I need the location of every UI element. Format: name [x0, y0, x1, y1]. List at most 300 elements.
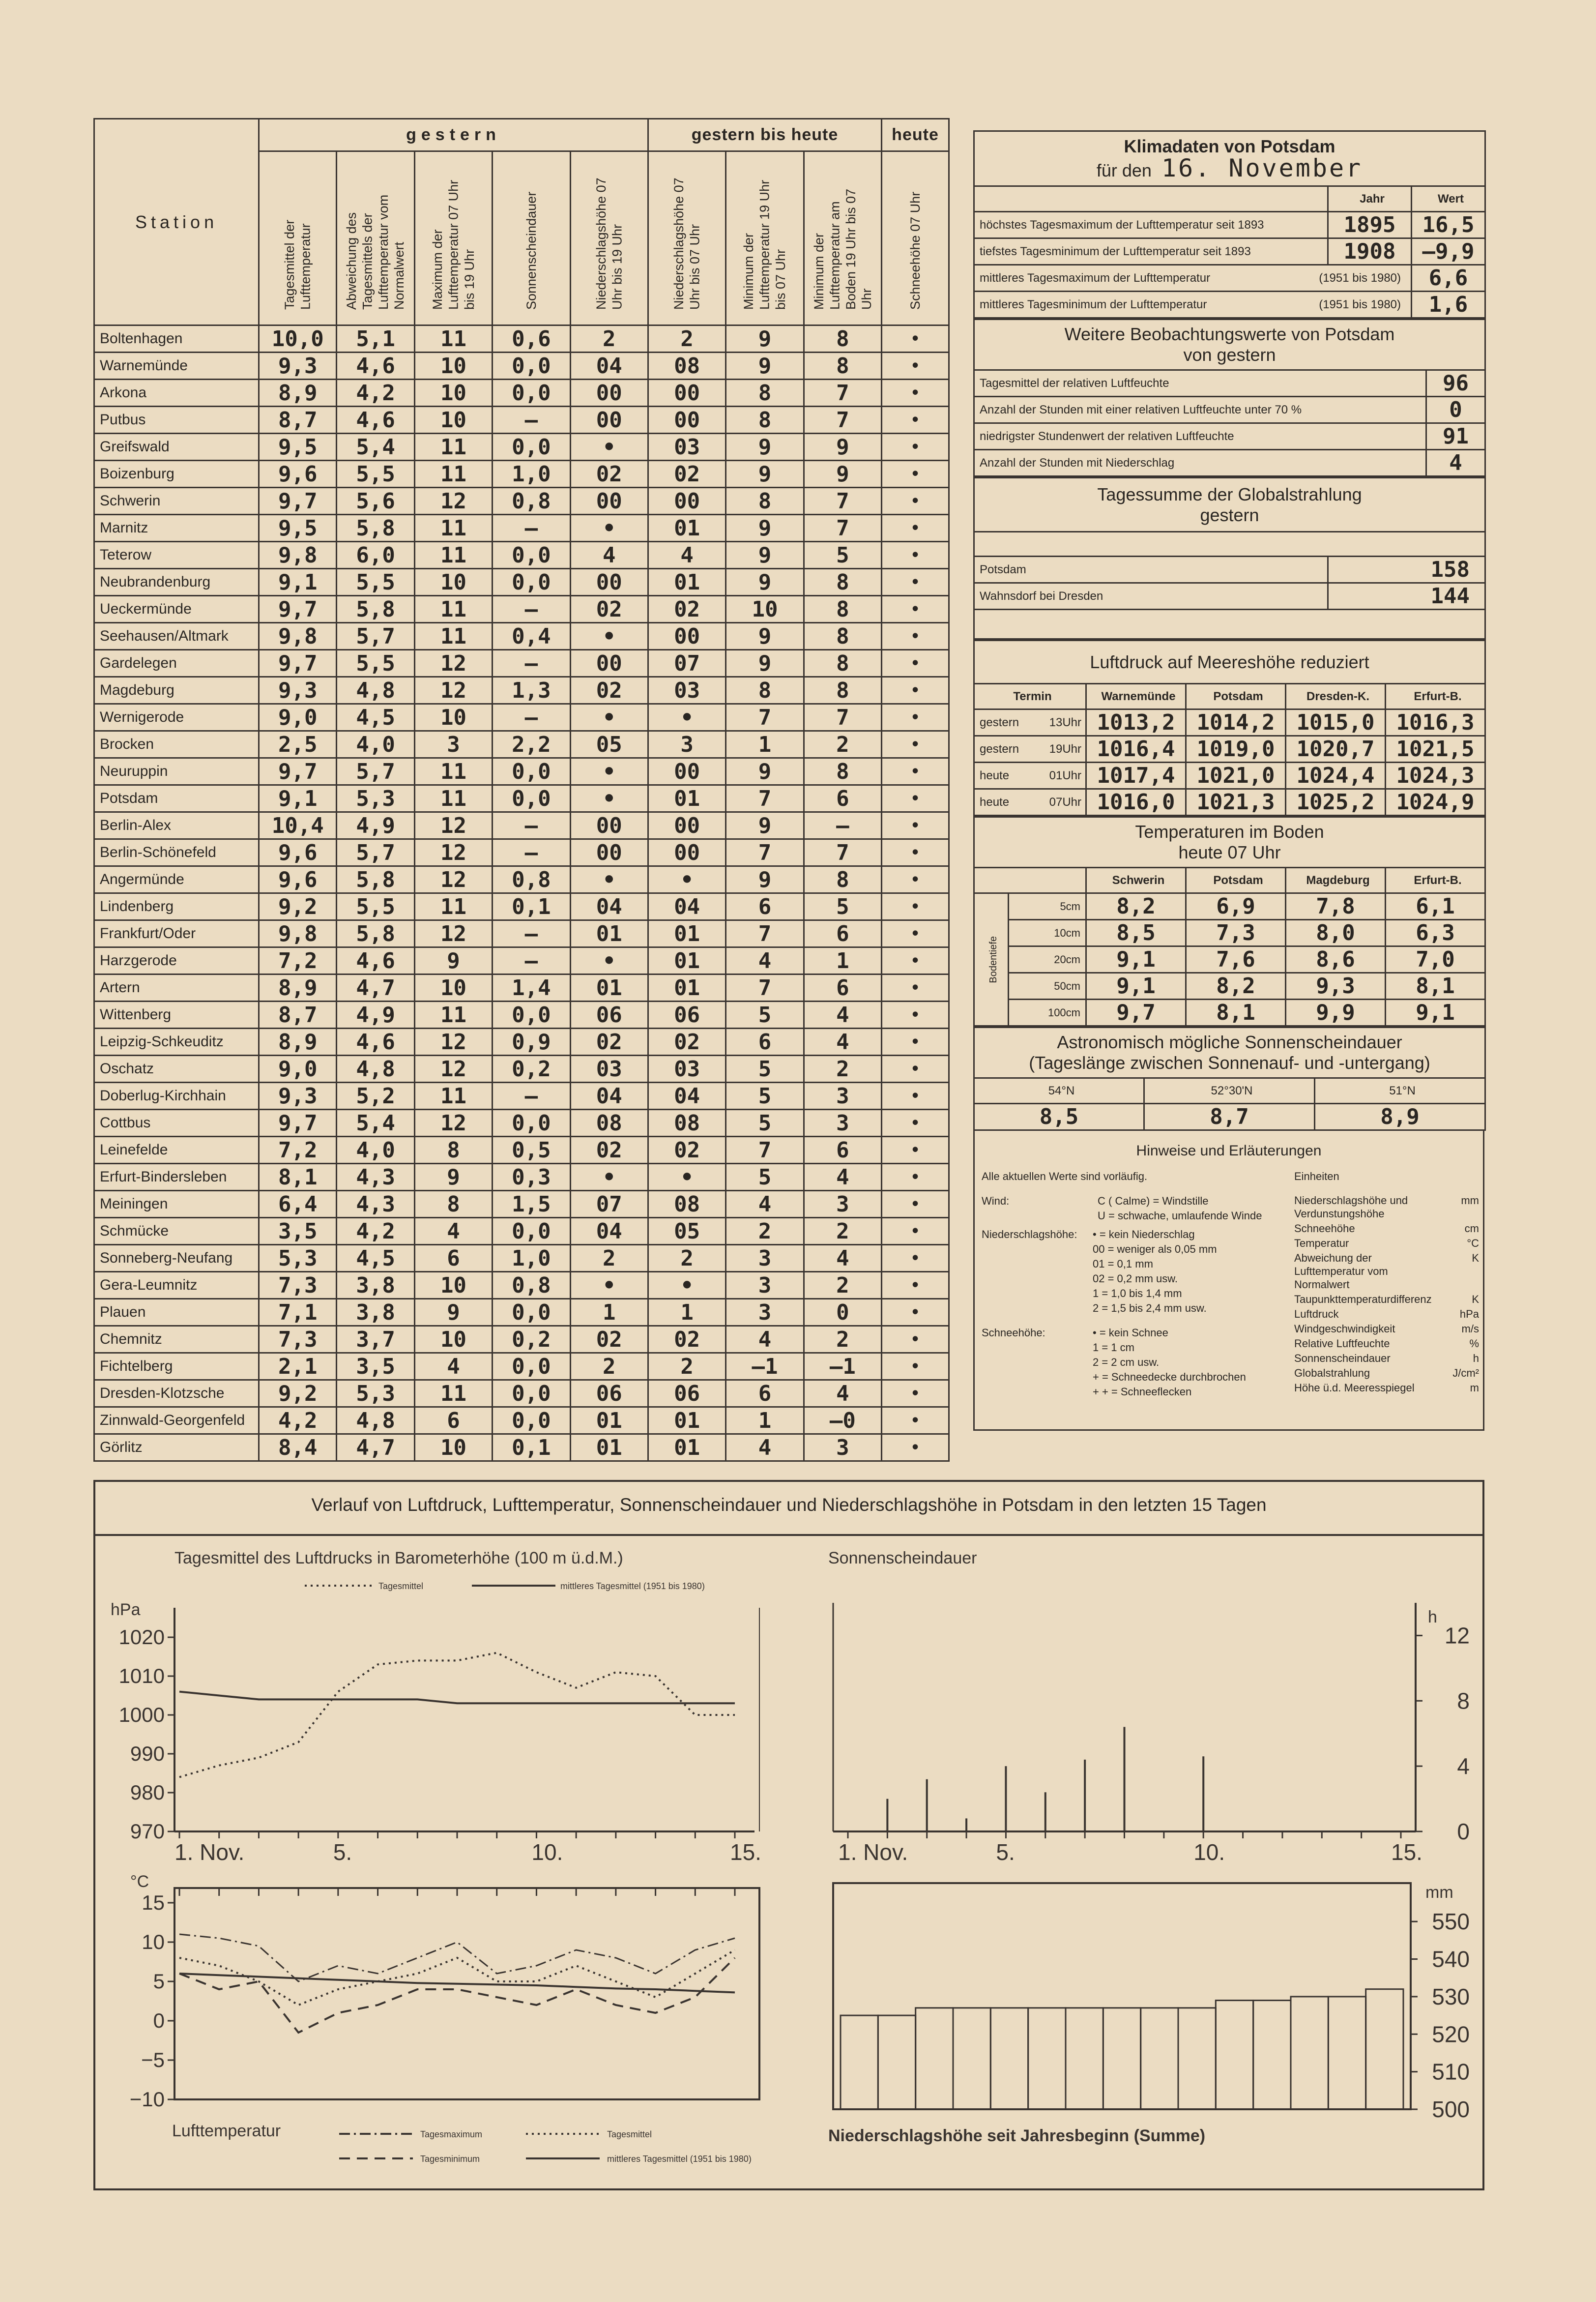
boden-value: 8,0: [1286, 920, 1386, 946]
station-value: 5,7: [337, 758, 414, 785]
station-value: 0,0: [493, 1299, 570, 1326]
station-value: –: [493, 407, 570, 434]
station-value: 9,1: [259, 569, 337, 596]
station-value: 6: [804, 1137, 881, 1164]
station-value: 0,3: [493, 1164, 570, 1191]
station-value: 00: [648, 407, 725, 434]
station-value: 01: [648, 1434, 725, 1461]
weitere-title1: Weitere Beobachtungswerte von Potsdam: [1064, 324, 1395, 344]
column-header-text: Niederschlagshöhe 07 Uhr bis 19 Uhr: [593, 177, 625, 310]
station-value: •: [570, 1164, 648, 1191]
station-value: 10: [414, 974, 492, 1002]
station-value: 4: [648, 542, 725, 569]
station-value: 5,4: [337, 434, 414, 461]
station-value: 01: [570, 974, 648, 1002]
boden-value: 8,1: [1186, 1000, 1286, 1026]
station-name: Lindenberg: [94, 893, 259, 920]
station-value: •: [882, 677, 949, 704]
station-value: 5,5: [337, 650, 414, 677]
station-value: 10: [414, 407, 492, 434]
station-name: Artern: [94, 974, 259, 1002]
precip-bar: [990, 2008, 1028, 2109]
unit-value: %: [1469, 1337, 1479, 1350]
station-value: 2: [648, 1353, 725, 1380]
station-value: 7: [726, 785, 804, 812]
hinweise-line: 02 = 0,2 mm usw.: [1093, 1272, 1178, 1285]
station-value: •: [648, 1164, 725, 1191]
luftdruck-uhr: 01Uhr: [1049, 768, 1081, 782]
station-value: •: [882, 650, 949, 677]
station-value: 4,0: [337, 1137, 414, 1164]
station-value: 4: [414, 1218, 492, 1245]
luftdruck-value: 1016,4: [1086, 736, 1186, 763]
y-axis-label: mm: [1425, 1883, 1453, 1902]
x-tick-label: 1. Nov.: [838, 1839, 908, 1865]
station-value: 5,8: [337, 866, 414, 893]
chart-title: Sonnenscheindauer: [828, 1549, 977, 1567]
station-value: 0,8: [493, 1272, 570, 1299]
station-name: Wittenberg: [94, 1002, 259, 1029]
station-name: Brocken: [94, 731, 259, 758]
station-value: 5,8: [337, 596, 414, 623]
station-value: 11: [414, 542, 492, 569]
station-name: Boltenhagen: [94, 325, 259, 353]
station-value: 6: [804, 974, 881, 1002]
station-value: 4: [726, 1326, 804, 1353]
station-value: 1: [726, 731, 804, 758]
y-axis-label: hPa: [111, 1600, 141, 1619]
boden-value: 9,1: [1086, 973, 1186, 1000]
station-value: 12: [414, 488, 492, 515]
luftdruck-value: 1021,3: [1186, 789, 1286, 816]
station-value: •: [570, 785, 648, 812]
luftdruck-termin: gestern: [980, 742, 1019, 756]
station-value: 9,7: [259, 1110, 337, 1137]
luftdruck-value: 1017,4: [1086, 763, 1186, 789]
station-value: 7,1: [259, 1299, 337, 1326]
hinweise-line: 00 = weniger als 0,05 mm: [1093, 1243, 1217, 1255]
x-tick-label: 15.: [1391, 1839, 1422, 1865]
station-value: 5: [726, 1164, 804, 1191]
station-value: •: [882, 407, 949, 434]
y-tick-label: 4: [1457, 1753, 1470, 1779]
unit-name: Globalstrahlung: [1294, 1367, 1370, 1379]
station-value: •: [882, 785, 949, 812]
legend-label: mittleres Tagesmittel (1951 bis 1980): [607, 2154, 752, 2164]
station-value: 00: [570, 650, 648, 677]
station-value: 11: [414, 758, 492, 785]
station-value: 8,1: [259, 1164, 337, 1191]
station-name: Potsdam: [94, 785, 259, 812]
station-name: Schwerin: [94, 488, 259, 515]
station-value: 0,0: [493, 1353, 570, 1380]
station-value: 11: [414, 596, 492, 623]
station-value: 8: [804, 758, 881, 785]
station-name: Chemnitz: [94, 1326, 259, 1353]
luftdruck-header: Warnemünde: [1086, 684, 1186, 709]
station-value: 9: [804, 434, 881, 461]
precip-bar: [1141, 2008, 1178, 2109]
hinweise-title: Hinweise und Erläuterungen: [1136, 1143, 1322, 1159]
column-header-text: Schneehöhe 07 Uhr: [907, 191, 923, 310]
station-value: –: [493, 839, 570, 866]
station-value: 0,8: [493, 866, 570, 893]
station-value: •: [882, 1272, 949, 1299]
station-value: 12: [414, 812, 492, 839]
station-value: –: [493, 812, 570, 839]
station-value: •: [570, 704, 648, 731]
station-value: 06: [648, 1380, 725, 1407]
station-value: 4,5: [337, 1245, 414, 1272]
boden-value: 8,1: [1386, 973, 1485, 1000]
station-value: 4,7: [337, 1434, 414, 1461]
unit-value: cm: [1464, 1222, 1479, 1235]
station-value: 0,9: [493, 1029, 570, 1056]
y-tick-label: 0: [153, 2009, 165, 2032]
station-value: 4: [804, 1029, 881, 1056]
y-axis-label: °C: [130, 1872, 149, 1891]
station-value: 3: [804, 1110, 881, 1137]
station-value: 02: [570, 1137, 648, 1164]
group-gestern-bis-heute: gestern bis heute: [648, 119, 881, 151]
station-value: 6,0: [337, 542, 414, 569]
y-tick-label: 8: [1457, 1688, 1470, 1714]
station-value: 9: [726, 515, 804, 542]
station-name: Berlin-Schönefeld: [94, 839, 259, 866]
boden-title1: Temperaturen im Boden: [1135, 822, 1324, 842]
luftdruck-header: Dresden-K.: [1286, 684, 1386, 709]
station-value: 07: [648, 650, 725, 677]
station-value: 0,0: [493, 1407, 570, 1434]
station-value: 7: [804, 704, 881, 731]
weitere-wert: 96: [1426, 370, 1485, 397]
station-value: •: [882, 1218, 949, 1245]
station-value: 10: [414, 704, 492, 731]
series-tagesmittel: [179, 1653, 735, 1777]
luftdruck-value: 1021,5: [1386, 736, 1485, 763]
astro-header: 54°N: [974, 1078, 1144, 1104]
boden-header: Potsdam: [1186, 868, 1286, 893]
station-value: •: [882, 623, 949, 650]
astro-title2: (Tageslänge zwischen Sonnenauf- und -untergang): [1029, 1053, 1430, 1073]
luftdruck-header: Potsdam: [1186, 684, 1286, 709]
station-value: •: [570, 758, 648, 785]
station-value: •: [882, 353, 949, 380]
station-value: 1: [648, 1299, 725, 1326]
y-tick-label: 5: [153, 1970, 165, 1993]
precip-bar: [1178, 2008, 1216, 2109]
unit-value: J/cm²: [1452, 1367, 1479, 1379]
luftdruck-header: Termin: [974, 684, 1086, 709]
klima-wert: 1,6: [1412, 292, 1485, 318]
station-value: –1: [804, 1353, 881, 1380]
hinweise-wind-label: Wind:: [982, 1195, 1010, 1207]
station-value: 8: [414, 1191, 492, 1218]
weitere-title2: von gestern: [1183, 345, 1276, 365]
station-value: 9,7: [259, 596, 337, 623]
column-header-text: Sonnenscheindauer: [523, 191, 539, 310]
station-value: 4,9: [337, 812, 414, 839]
station-value: •: [882, 1191, 949, 1218]
station-value: 7,3: [259, 1326, 337, 1353]
station-value: 05: [648, 1218, 725, 1245]
klima-label: mittleres Tagesminimum der Lufttemperatur: [980, 297, 1207, 311]
station-value: 5,3: [337, 1380, 414, 1407]
station-value: 8: [804, 325, 881, 353]
station-value: 9: [726, 325, 804, 353]
unit-value: K: [1472, 1293, 1479, 1305]
y-tick-label: 1020: [118, 1625, 165, 1649]
station-value: 12: [414, 677, 492, 704]
unit-value: K: [1472, 1252, 1479, 1264]
station-value: 5,5: [337, 461, 414, 488]
station-value: 1: [570, 1299, 648, 1326]
station-value: 00: [570, 839, 648, 866]
luftdruck-value: 1024,4: [1286, 763, 1386, 789]
station-value: 4,2: [259, 1407, 337, 1434]
station-value: 11: [414, 1083, 492, 1110]
series-4: [179, 1974, 735, 1992]
station-value: 8,9: [259, 380, 337, 407]
boden-tiefe: 5cm: [1009, 893, 1086, 920]
station-value: 9,1: [259, 785, 337, 812]
station-value: 01: [570, 920, 648, 947]
station-value: 0,2: [493, 1326, 570, 1353]
station-value: 11: [414, 325, 492, 353]
station-value: 01: [648, 785, 725, 812]
station-value: 00: [570, 812, 648, 839]
station-value: 2,5: [259, 731, 337, 758]
boden-value: 6,9: [1186, 893, 1286, 920]
station-value: –: [493, 650, 570, 677]
station-value: •: [570, 434, 648, 461]
station-value: 02: [648, 596, 725, 623]
boden-value: 9,1: [1386, 1000, 1485, 1026]
station-value: 7: [726, 920, 804, 947]
station-value: 9: [726, 542, 804, 569]
station-value: –: [493, 1083, 570, 1110]
station-value: 5: [726, 1002, 804, 1029]
station-value: 04: [570, 1218, 648, 1245]
station-value: 6: [414, 1407, 492, 1434]
station-value: •: [882, 542, 949, 569]
station-name: Arkona: [94, 380, 259, 407]
station-value: 2: [648, 1245, 725, 1272]
station-value: 12: [414, 1110, 492, 1137]
station-value: •: [882, 1002, 949, 1029]
hinweise-line: C ( Calme) = Windstille: [1098, 1195, 1209, 1207]
luftdruck-header: Erfurt-B.: [1386, 684, 1485, 709]
station-name: Boizenburg: [94, 461, 259, 488]
station-value: 5: [804, 542, 881, 569]
station-value: •: [882, 1137, 949, 1164]
station-value: 03: [648, 1056, 725, 1083]
station-value: •: [882, 1056, 949, 1083]
station-name: Warnemünde: [94, 353, 259, 380]
station-value: 03: [648, 434, 725, 461]
unit-name: Abweichung der Lufttemperatur vom Normalwert: [1294, 1252, 1388, 1291]
station-value: 08: [648, 1110, 725, 1137]
klima-label: tiefstes Tagesminimum der Lufttemperatur seit 1893: [974, 238, 1328, 265]
station-value: 01: [648, 515, 725, 542]
station-value: 12: [414, 650, 492, 677]
hinweise-line: • = kein Niederschlag: [1093, 1228, 1195, 1240]
station-value: •: [882, 1299, 949, 1326]
station-value: 00: [570, 569, 648, 596]
boden-value: 7,0: [1386, 946, 1485, 973]
station-value: 3: [726, 1272, 804, 1299]
station-value: 01: [570, 1407, 648, 1434]
station-value: 1: [804, 947, 881, 974]
global-title1: Tagessumme der Globalstrahlung: [1097, 484, 1362, 504]
station-value: 12: [414, 1029, 492, 1056]
weitere-label: Tagesmittel der relativen Luftfeuchte: [974, 370, 1426, 397]
station-value: 2: [804, 1326, 881, 1353]
station-value: 02: [648, 1137, 725, 1164]
station-value: 5,2: [337, 1083, 414, 1110]
station-value: 00: [648, 758, 725, 785]
station-value: 06: [570, 1002, 648, 1029]
station-value: 7,2: [259, 1137, 337, 1164]
station-value: 2: [570, 1245, 648, 1272]
hinweise-line: 1 = 1 cm: [1093, 1341, 1134, 1354]
station-value: •: [882, 1110, 949, 1137]
station-value: –1: [726, 1353, 804, 1380]
station-value: 5,8: [337, 920, 414, 947]
station-value: 6: [414, 1245, 492, 1272]
boden-value: 7,8: [1286, 893, 1386, 920]
station-value: •: [882, 1029, 949, 1056]
station-value: 8: [804, 596, 881, 623]
weitere-wert: 0: [1426, 397, 1485, 423]
station-value: 5,7: [337, 623, 414, 650]
klima-col-wert: Wert: [1412, 186, 1485, 212]
klima-col-jahr: Jahr: [1328, 186, 1412, 212]
station-name: Plauen: [94, 1299, 259, 1326]
luftdruck-value: 1025,2: [1286, 789, 1386, 816]
boden-side-label: Bodentiefe: [988, 936, 999, 983]
station-value: •: [882, 434, 949, 461]
station-value: 4,8: [337, 1407, 414, 1434]
station-value: 0,1: [493, 893, 570, 920]
station-value: 0: [804, 1299, 881, 1326]
station-value: –: [493, 947, 570, 974]
x-tick-label: 15.: [730, 1839, 761, 1865]
station-value: 9,7: [259, 650, 337, 677]
station-value: •: [882, 1407, 949, 1434]
station-value: 2: [648, 325, 725, 353]
column-header-text: Minimum der Lufttemperatur am Boden 19 Uhr bis 07 Uhr: [811, 188, 874, 310]
station-value: •: [882, 1083, 949, 1110]
station-value: 06: [570, 1380, 648, 1407]
y-tick-label: 990: [130, 1742, 165, 1765]
astro-header: 52°30'N: [1144, 1078, 1315, 1104]
station-value: 3: [648, 731, 725, 758]
station-value: 03: [570, 1056, 648, 1083]
station-value: 7: [804, 515, 881, 542]
station-value: –0: [804, 1407, 881, 1434]
station-name: Leinefelde: [94, 1137, 259, 1164]
luftdruck-termin: gestern: [980, 715, 1019, 729]
hinweise-line: 1 = 1,0 bis 1,4 mm: [1093, 1287, 1182, 1299]
station-value: 11: [414, 515, 492, 542]
boden-header: Schwerin: [1086, 868, 1186, 893]
station-value: 5,4: [337, 1110, 414, 1137]
station-value: 8,7: [259, 407, 337, 434]
y-tick-label: 1010: [118, 1664, 165, 1687]
station-value: 2: [804, 1218, 881, 1245]
station-value: •: [882, 488, 949, 515]
station-name: Meiningen: [94, 1191, 259, 1218]
luftdruck-value: 1019,0: [1186, 736, 1286, 763]
boden-value: 9,1: [1086, 946, 1186, 973]
station-header: Station: [135, 211, 218, 232]
station-value: 5: [726, 1083, 804, 1110]
station-value: 0,2: [493, 1056, 570, 1083]
station-value: •: [882, 1380, 949, 1407]
station-name: Gardelegen: [94, 650, 259, 677]
station-value: 02: [570, 1029, 648, 1056]
group-gestern: gestern: [259, 119, 648, 151]
luftdruck-uhr: 19Uhr: [1049, 742, 1081, 756]
station-value: •: [882, 947, 949, 974]
weitere-wert: 91: [1426, 423, 1485, 450]
station-value: •: [570, 947, 648, 974]
station-value: 7: [726, 704, 804, 731]
klima-date-prefix: für den: [1096, 160, 1152, 180]
station-value: 00: [570, 380, 648, 407]
y-tick-label: −5: [141, 2048, 165, 2071]
x-tick-label: 5.: [333, 1839, 352, 1865]
luftdruck-value: 1016,3: [1386, 709, 1485, 736]
station-value: •: [570, 623, 648, 650]
station-value: 10: [414, 1272, 492, 1299]
hinweise-intro: Alle aktuellen Werte sind vorläufig.: [982, 1170, 1148, 1182]
station-value: 02: [570, 677, 648, 704]
station-value: 5,7: [337, 839, 414, 866]
boden-value: 8,5: [1086, 920, 1186, 946]
station-value: 8,7: [259, 1002, 337, 1029]
station-value: 9,2: [259, 1380, 337, 1407]
unit-value: h: [1473, 1352, 1479, 1364]
boden-tiefe: 100cm: [1009, 1000, 1086, 1026]
station-value: 3: [804, 1191, 881, 1218]
station-name: Leipzig-Schkeuditz: [94, 1029, 259, 1056]
y-tick-label: −10: [129, 2088, 165, 2111]
precip-bar: [841, 2015, 878, 2109]
station-name: Fichtelberg: [94, 1353, 259, 1380]
station-value: 8: [726, 407, 804, 434]
astro-value: 8,7: [1144, 1104, 1315, 1130]
y-tick-label: 1000: [118, 1703, 165, 1726]
station-value: 08: [648, 353, 725, 380]
station-value: 8: [726, 488, 804, 515]
station-value: 00: [570, 407, 648, 434]
station-value: •: [882, 866, 949, 893]
station-value: 9,5: [259, 434, 337, 461]
station-value: 5: [726, 1110, 804, 1137]
station-value: 5,3: [337, 785, 414, 812]
precip-bar: [1028, 2008, 1066, 2109]
station-value: 9,7: [259, 488, 337, 515]
station-value: 9,5: [259, 515, 337, 542]
station-value: 04: [648, 893, 725, 920]
station-value: 9: [726, 866, 804, 893]
unit-name: Relative Luftfeuchte: [1294, 1337, 1390, 1350]
unit-name: Temperatur: [1294, 1237, 1349, 1249]
chart-title: Lufttemperatur: [172, 2122, 281, 2140]
station-value: 9,6: [259, 866, 337, 893]
